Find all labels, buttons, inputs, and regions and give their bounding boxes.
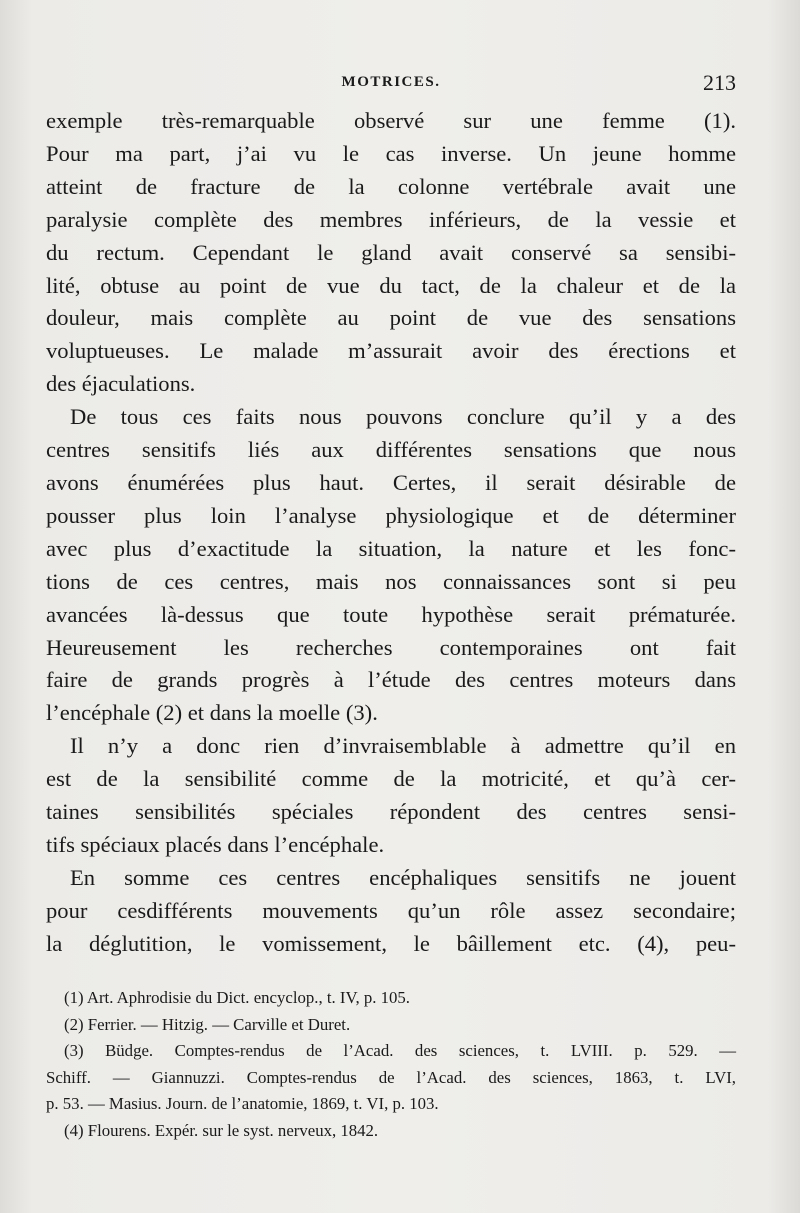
text-line: En somme ces centres encéphaliques sensitifs ne jouent <box>70 864 736 890</box>
text-line: tions de ces centres, mais nos connaissances sont si peu <box>46 568 736 594</box>
text-line: avec plus d’exactitude la situation, la nature et les fonc- <box>46 535 736 561</box>
text-line: faire de grands progrès à l’étude des centres moteurs dans <box>46 667 736 693</box>
text-line: tifs spéciaux placés dans l’encéphale. <box>46 831 385 857</box>
text-line: lité, obtuse au point de vue du tact, de la chaleur et de la <box>46 272 736 298</box>
running-title: MOTRICES. <box>341 74 441 90</box>
paragraph-2 <box>46 401 736 730</box>
text-line: douleur, mais complète au point de vue des sensations <box>46 305 736 331</box>
text-line: pour cesdifférents mouvements qu’un rôle assez secondaire; <box>46 897 736 923</box>
text-line: Heureusement les recherches contemporaines ont fait <box>46 634 736 660</box>
text-line: l’encéphale (2) et dans la moelle (3). <box>46 700 378 726</box>
paragraph-4 <box>46 862 736 961</box>
body-text <box>46 105 736 961</box>
footnote-3-continued: p. 53. — Masius. Journ. de l’anatomie, 1869, t. VI, p. 103. <box>46 1094 439 1114</box>
text-line: pousser plus loin l’analyse physiologique et de déterminer <box>46 502 736 528</box>
text-line: Pour ma part, j’ai vu le cas inverse. Un jeune homme <box>46 140 736 166</box>
text-line: Il n’y a donc rien d’invraisemblable à admettre qu’il en <box>70 733 736 759</box>
footnote-4: (4) Flourens. Expér. sur le syst. nerveux, 1842. <box>64 1120 379 1140</box>
paragraph-3 <box>46 730 736 862</box>
footnote-3-continued: Schiff. — Giannuzzi. Comptes-rendus de l’Acad. des sciences, 1863, t. LVI, <box>46 1067 736 1087</box>
text-line: taines sensibilités spéciales répondent des centres sensi- <box>46 799 736 825</box>
footnote-1: (1) Art. Aphrodisie du Dict. encyclop., t. IV, p. 105. <box>64 988 410 1007</box>
text-line: paralysie complète des membres inférieurs, de la vessie et <box>46 206 736 232</box>
text-line: avons énumérées plus haut. Certes, il serait désirable de <box>46 469 736 495</box>
text-line: du rectum. Cependant le gland avait conservé sa sensibi- <box>46 239 736 265</box>
text-line: voluptueuses. Le malade m’assurait avoir des érections et <box>46 338 736 364</box>
text-line: avancées là-dessus que toute hypothèse serait prématurée. <box>46 601 736 627</box>
text-line: centres sensitifs liés aux différentes sensations que nous <box>46 437 736 463</box>
text-line: la déglutition, le vomissement, le bâillement etc. (4), peu- <box>46 930 736 956</box>
text-line: De tous ces faits nous pouvons conclure qu’il y a des <box>70 404 736 430</box>
text-line: est de la sensibilité comme de la motricité, et qu’à cer- <box>46 766 736 792</box>
footnotes <box>46 985 736 1145</box>
page-number: 213 <box>703 70 736 95</box>
text-line: atteint de fracture de la colonne vertébrale avait une <box>46 173 736 199</box>
text-line: exemple très-remarquable observé sur une femme (1). <box>46 108 736 133</box>
text-line: des éjaculations. <box>46 371 196 397</box>
footnote-2: (2) Ferrier. — Hitzig. — Carville et Duret. <box>64 1014 351 1034</box>
footnote-3: (3) Büdge. Comptes-rendus de l’Acad. des sciences, t. LVIII. p. 529. — <box>64 1041 736 1061</box>
paragraph-1 <box>46 105 736 401</box>
running-header <box>46 70 736 96</box>
